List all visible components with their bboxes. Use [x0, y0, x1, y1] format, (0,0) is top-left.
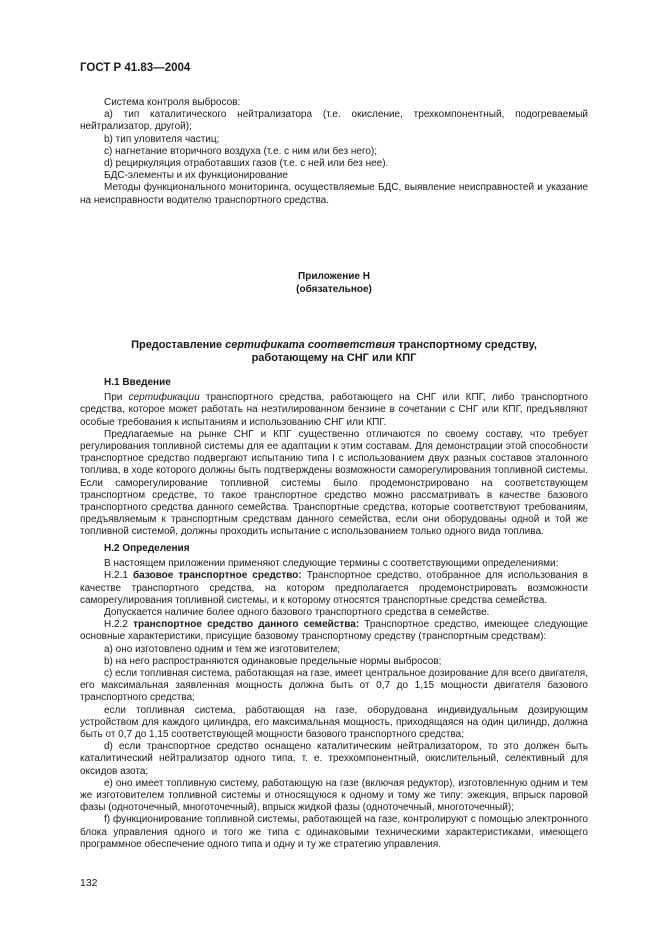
document-header: ГОСТ Р 41.83—2004 — [80, 62, 191, 74]
title-line: работающему на СНГ или КПГ — [251, 352, 417, 364]
paragraph: b) тип уловителя частиц; — [104, 133, 220, 145]
defined-term: базовое транспортное средство: — [132, 570, 302, 582]
paragraph: Допускается наличие более одного базового транспортного средства в семействе. — [104, 607, 490, 619]
appendix-label: Приложение Н — [298, 271, 370, 282]
paragraph: БДС-элементы и их функционирование — [104, 170, 288, 182]
list-item: b) на него распространяются одинаковые предельные нормы выбросов; — [104, 655, 442, 667]
paragraph: а) тип каталитического нейтрализатора (т.е. окисление, трехкомпонентный, подогреваемый нейтрализатор, другой); — [80, 109, 588, 133]
appendix-label-block — [80, 271, 588, 296]
list-item: е) оно имеет топливную систему, работающую на газе (включая редуктор), изготовленную одним и тем же изготовителем топливной системы и относящуюся к одному и тому же типу: эжекция, впрыск паровой фазы (одноточечный, многоточечный), впрыск жидкой фазы (одноточечный, многоточечный); — [80, 777, 588, 814]
paragraph: Предлагаемые на рынке СНГ и КПГ существенно отличаются по своему составу, что требует регулирования топливной системы для ее адаптации к этим составам. Для демонстрации этой способности транспортное средство подвергают испытанию типа I с использованием двух разных составов эталонного топлива, в ходе которого должны быть подтверждены возможности саморегулирования топливной системы. Если саморегулирование топливной системы было продемонстрировано на соответствующем транспортном средстве, то такое транспортное средство можно рассматривать в качестве базового транспортного средства данного семейства. Транспортные средства, которые соответствуют требованиям, предъявляемым к транспортным средствам данного семейства, если они оборудованы одной и той же топливной системой, должны проходить испытание с использованием только одного вида топлива. — [80, 428, 588, 538]
italic-term: сертификации — [128, 392, 200, 404]
appendix-status: (обязательное) — [296, 283, 372, 295]
definition: Н.2.2 транспортное средство данного семейства: Транспортное средство, имеющее следующие основные характеристики, присущие базовому транспортному средству (транспортным средствам): — [80, 619, 588, 643]
title-italic-part: сертификата соответствия — [225, 339, 396, 351]
title-part: Предоставление — [131, 339, 226, 351]
list-item: c) если топливная система, работающая на газе, имеет центральное дозирование для всего двигателя, его максимальная заявленная мощность должна быть от 0,7 до 1,15 мощности двигателя базового транспортного средства; — [80, 668, 588, 704]
paragraph: d) рециркуляция отработавших газов (т.е. с ней или без нее). — [104, 158, 389, 170]
list-item: d) если транспортное средство оснащено каталитическим нейтрализатором, то это должен быть каталитический нейтрализатор одного типа, т. е. трехкомпонентный, окислительный, селективный для оксидов азота; — [80, 741, 588, 777]
paragraph: c) нагнетание вторичного воздуха (т.е. с ним или без него); — [104, 145, 378, 157]
section-heading: Н.1 Введение — [104, 377, 171, 388]
appendix-title — [80, 339, 588, 365]
section-introduction — [80, 377, 588, 539]
paragraph: При сертификации транспортного средства, работающего на СНГ или КПГ, либо транспортного средства, которое может работать на неэтилированном бензине в сочетании с СНГ или КПГ, предъявляют особые требования к испытаниям и использованию СНГ или КПГ. — [80, 392, 588, 428]
list-item: f) функционирование топливной системы, работающей на газе, контролируют с помощью электронного блока управления одного и того же типа с одинаковыми техническими характеристиками, имеющего программное обеспечение одного типа и одну и ту же стратегию управления. — [80, 814, 588, 850]
paragraph: В настоящем приложении применяют следующие термины с соответствующими определениями: — [104, 558, 559, 570]
defined-term: транспортное средство данного семейства: — [133, 619, 360, 631]
section-heading: Н.2 Определения — [104, 543, 190, 554]
section-definitions — [80, 543, 588, 851]
emission-control-block — [80, 97, 588, 207]
title-part: транспортному средству, — [395, 339, 537, 351]
paragraph: Система контроля выбросов: — [104, 97, 241, 108]
list-item: а) оно изготовлено одним и тем же изготовителем; — [104, 643, 341, 655]
list-item: если топливная система, работающая на газе, оборудована индивидуальным дозирующим устройством для каждого цилиндра, его максимальная мощность, приходящаяся на один цилиндр, должна быть от 0,7 до 1,15 соответствующей мощности базового транспортного средства; — [80, 704, 588, 741]
page-number: 132 — [80, 877, 98, 889]
definition: Н.2.1 базовое транспортное средство: Транспортное средство, отобранное для использования в качестве транспортного средства, на котором предполагается продемонстрировать возможности саморегулирования топливной системы, и к которому относятся транспортные средства семейства. — [80, 570, 588, 606]
paragraph: Методы функционального мониторинга, осуществляемые БДС, выявление неисправностей и указание на неисправности водителю транспортного средства. — [80, 182, 588, 206]
